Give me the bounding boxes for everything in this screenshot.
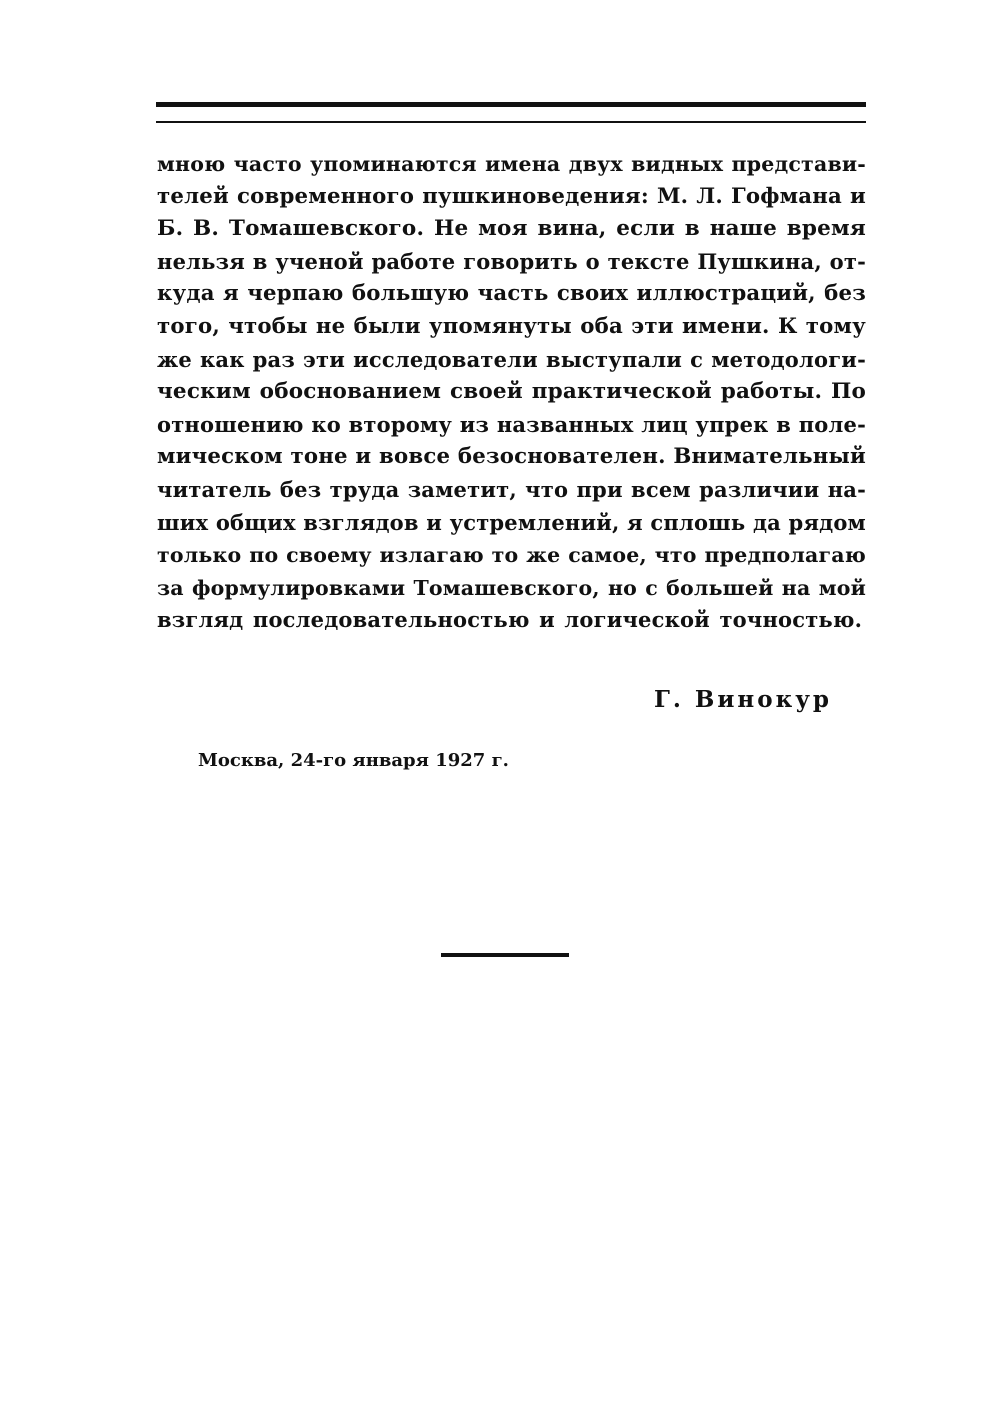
closing-rule [441, 953, 569, 957]
text-line: только по своему излагаю то же самое, что предполагаю [157, 543, 866, 568]
text-line: ческим обоснованием своей практической работы. По [157, 379, 866, 405]
text-line: за формулировками Томашевского, но с большей на мой [157, 575, 866, 600]
text-line: ших общих взглядов и устремлений, я сплошь да рядом [157, 509, 866, 535]
text-line: мическом тоне и вовсе безоснователен. Внимательный [157, 444, 866, 470]
text-line: отношению ко второму из названных лиц упрек в поле- [157, 411, 866, 437]
header-rule-thick [156, 102, 866, 107]
text-line: Б. В. Томашевского. Не моя вина, если в наше время [157, 216, 866, 242]
text-line: того, чтобы не были упомянуты оба эти имени. К тому [157, 313, 866, 339]
text-line-last: взгляд последовательностью и логической точностью. [157, 607, 863, 633]
text-line: куда я черпаю большую часть своих иллюстраций, без [157, 281, 866, 307]
text-line: телей современного пушкиноведения: М. Л. Гофмана и [157, 183, 866, 209]
author-signature: Г. Винокур [654, 686, 832, 713]
body-paragraph [157, 148, 866, 637]
text-line: же как раз эти исследователи выступали с методологи- [157, 346, 866, 372]
place-date-line: Москва, 24-го января 1927 г. [198, 750, 509, 771]
text-line: мною часто упоминаются имена двух видных представи- [157, 152, 866, 176]
text-line: читатель без труда заметит, что при всем различии на- [157, 476, 866, 502]
text-line: нельзя в ученой работе говорить о тексте Пушкина, от- [157, 248, 866, 274]
header-rule-thin [156, 121, 866, 123]
